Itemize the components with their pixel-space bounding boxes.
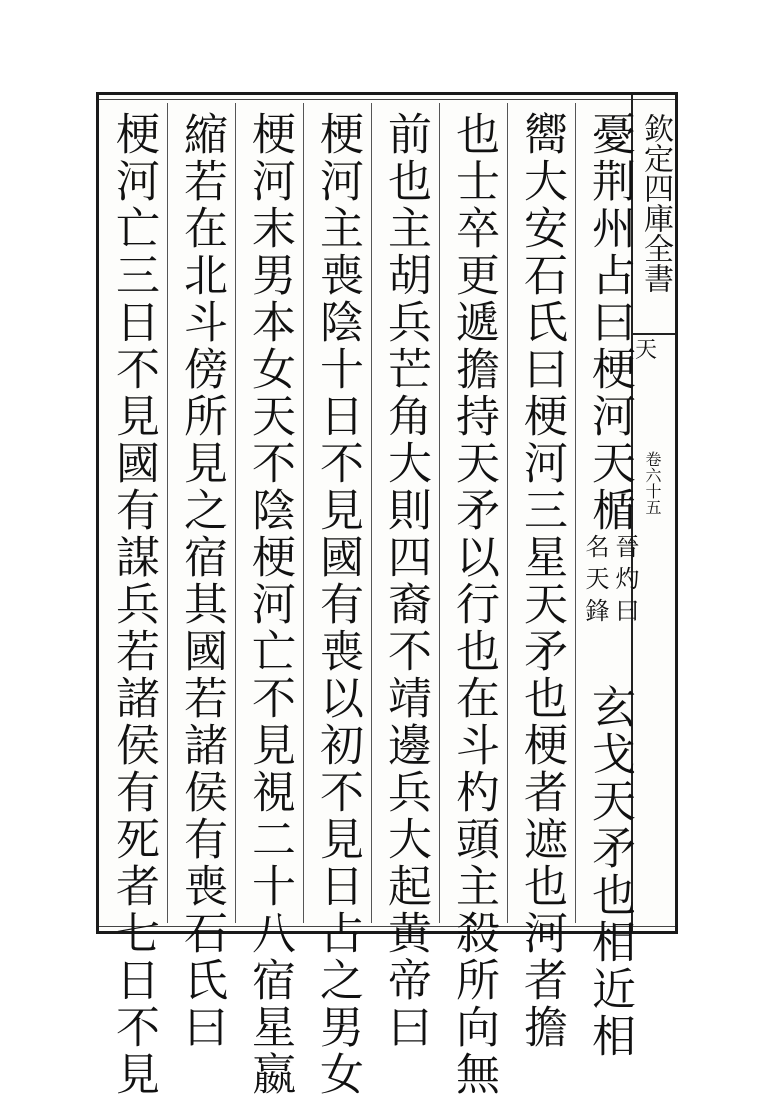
interlinear-note [581, 534, 641, 684]
column-text: 石氏曰 [176, 910, 227, 1051]
column-rule [303, 103, 304, 923]
text-column-3 [441, 111, 505, 1098]
column-text: 梗河末男本女天不陰梗河亡不見視二十八宿星嬴 [244, 111, 295, 1098]
column-text: 前也主胡兵芒角大則四裔不靖邊兵大起 [380, 111, 431, 910]
text-column-2 [509, 111, 573, 1051]
text-column-7 [169, 111, 233, 1051]
column-text: 荆州占曰梗河天楯 [584, 158, 635, 534]
text-column-4 [373, 111, 437, 1051]
text-column-8 [101, 111, 165, 1098]
juan-number: 卷六十五 [643, 451, 662, 515]
column-rule [439, 103, 440, 923]
column-text: 縮若在北斗傍所見之宿其國若諸侯有喪 [176, 111, 227, 910]
text-column-5 [305, 111, 369, 1098]
column-text: 石氏曰梗河三星天矛也梗者遮也河者擔 [516, 252, 567, 1051]
column-text: 梗河主喪陰十日不見國有喪以初不見日占之男女 [312, 111, 363, 1098]
page-frame [96, 92, 678, 1098]
column-text: 玄戈天矛也相近相 [584, 684, 635, 1060]
text-column-1 [577, 111, 641, 1060]
column-text: 梗河亡三日不見國有謀兵若諸侯有死者七日不見 [108, 111, 159, 1098]
note-text: 晉灼曰 [611, 534, 639, 630]
fish-tail-glyph: 天 [635, 338, 658, 363]
column-text: 憂 [584, 111, 635, 158]
column-rule [575, 103, 576, 923]
book-title: 欽定四庫全書 [638, 113, 673, 293]
top-rule [99, 99, 675, 100]
column-text: 黄帝曰 [380, 910, 431, 1051]
text-column-6 [237, 111, 301, 1098]
column-rule [167, 103, 168, 923]
column-rule [507, 103, 508, 923]
column-rule [371, 103, 372, 923]
note-text: 名天鋒 [581, 534, 609, 630]
column-text: 也士卒更遞擔持天矛以行也在斗杓頭主殺所向無 [448, 111, 499, 1098]
column-text: 嚮大安 [516, 111, 567, 252]
column-rule [235, 103, 236, 923]
